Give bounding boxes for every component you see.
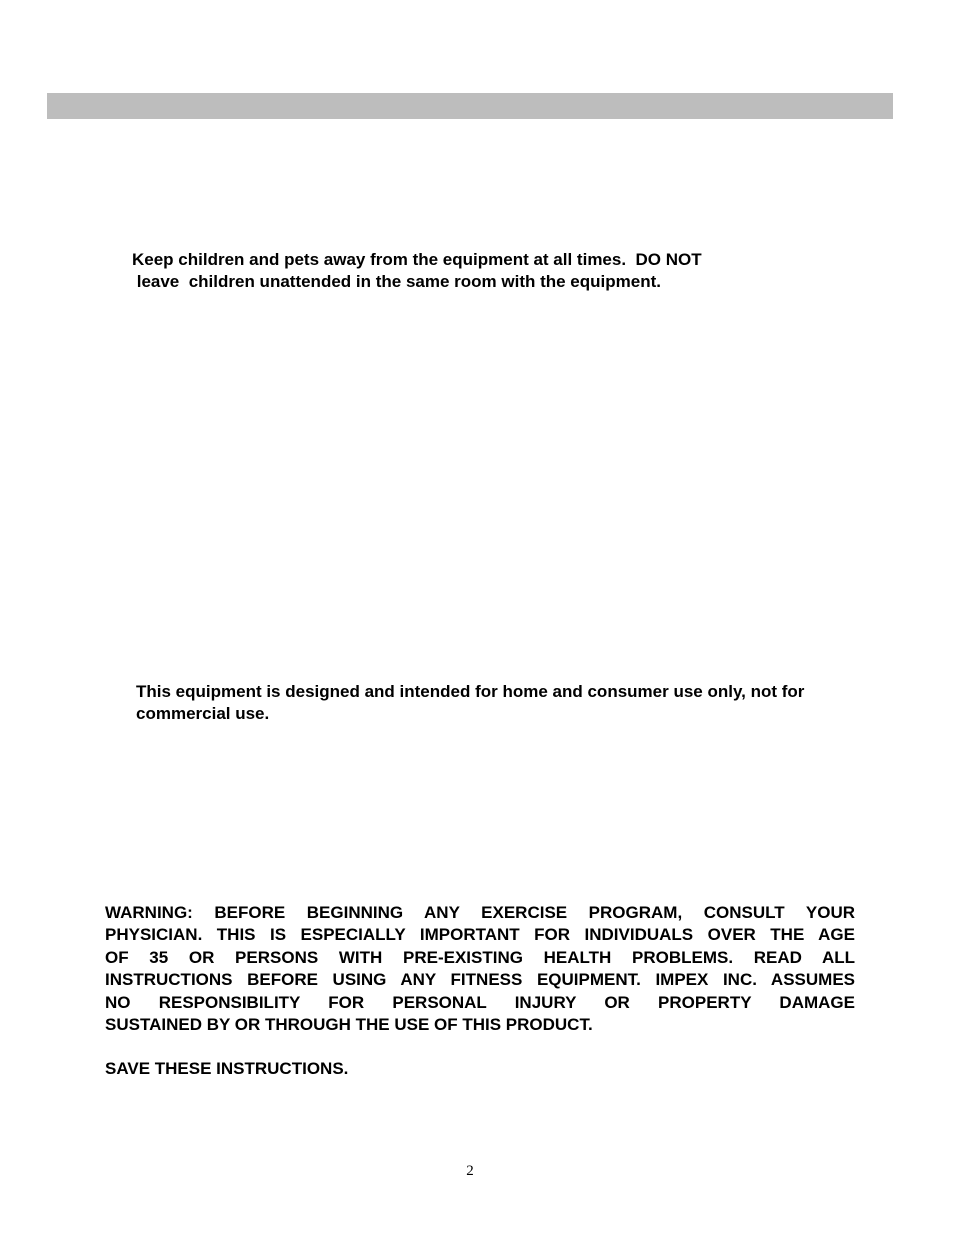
page-number: 2 xyxy=(466,1163,474,1179)
warning-line: OF 35 OR PERSONS WITH PRE-EXISTING HEALTH PROBLEMS. READ ALL xyxy=(105,947,855,967)
home-use-note-line-1: This equipment is designed and intended for home and consumer use only, not for xyxy=(136,682,805,701)
header-bar xyxy=(47,93,893,119)
warning-line: WARNING: BEFORE BEGINNING ANY EXERCISE PROGRAM, CONSULT YOUR xyxy=(105,903,855,922)
children-safety-note-line-1: Keep children and pets away from the equipment at all times. DO NOT xyxy=(132,250,702,269)
home-use-note-line-2: commercial use. xyxy=(136,704,270,723)
warning-line: PHYSICIAN. THIS IS ESPECIALLY IMPORTANT FOR INDIVIDUALS OVER THE AGE xyxy=(105,925,855,945)
warning-line: SUSTAINED BY OR THROUGH THE USE OF THIS PRODUCT. xyxy=(105,1014,593,1034)
warning-line: INSTRUCTIONS BEFORE USING ANY FITNESS EQUIPMENT. IMPEX INC. ASSUMES xyxy=(105,970,855,990)
warning-line: NO RESPONSIBILITY FOR PERSONAL INJURY OR PROPERTY DAMAGE xyxy=(105,992,855,1012)
warning-paragraph xyxy=(105,902,855,1036)
save-instructions-text: SAVE THESE INSTRUCTIONS. xyxy=(105,1059,349,1078)
children-safety-note-line-2: leave children unattended in the same room with the equipment. xyxy=(132,272,661,291)
